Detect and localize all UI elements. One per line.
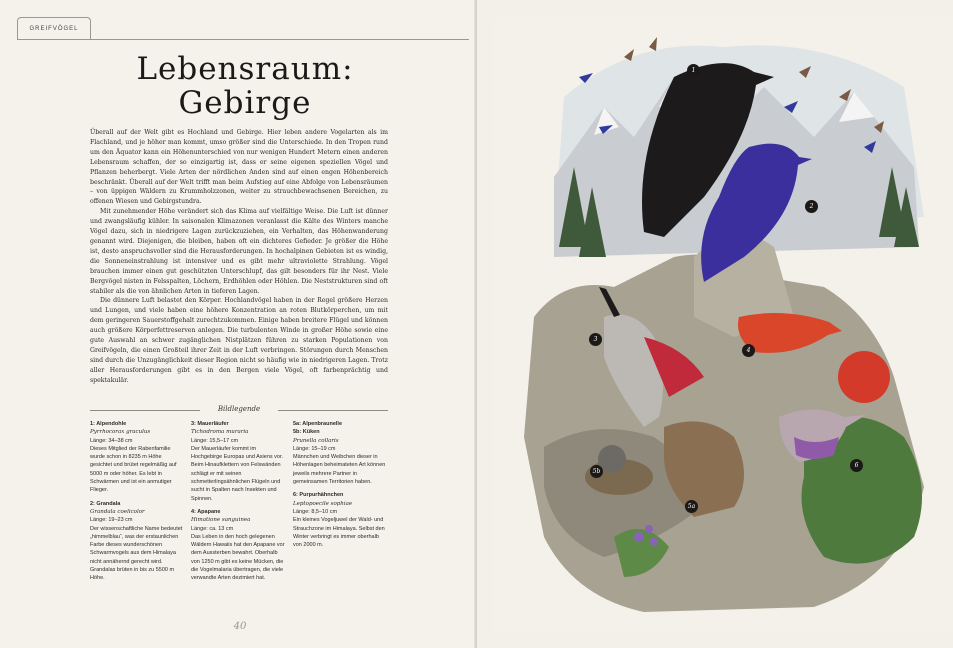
legend-entry	[191, 508, 286, 583]
header-rule	[17, 39, 469, 40]
legend-entry-latin: Prunella collaris	[293, 437, 339, 444]
legend-column-3	[293, 420, 388, 554]
legend-entry-size: Länge: 15,5–17 cm	[191, 437, 239, 444]
legend-entry-size: Länge: 8,5–10 cm	[293, 508, 338, 515]
intro-paragraph-1: Überall auf der Welt gibt es Hochland und Gebirge. Hier leben andere Vogelarten als im Flachland, und je höher man kommt, umso größer sind die Unterschiede. In den Tropen rund um den Äquator kann ein Höhenunterschied von nur wenigen Hundert Metern einen anderen Lebensraum schaffen, der so einzigartig ist, dass er seine eigenen speziellen Vögel und Pflanzen beherbergt. Viele Arten der nördlichen Anden sind auf einen engen Höhenbereich beschränkt. Überall auf der Welt trifft man beim Aufstieg auf eine Abfolge von Lebensräumen – von üppigen Wäldern zu Krummholzzonen, weiter zu strauchbewachsenen Bereichen, zu offenen Wiesen und Gebirgstundra.	[90, 129, 388, 206]
legend-entry-name: 2: Grandala	[90, 500, 121, 507]
legend-entry-text: Dieses Mitglied der Rabenfamilie wurde schon in 8235 m Höhe gesichtet und brütet regelmäßig auf 5000 m oder höher. Es lebt in Schwärmen und ist ein anmutiger Flieger.	[90, 445, 177, 494]
legend-entry	[90, 420, 185, 495]
legend-entry-name: 6: Purpurhähnchen	[293, 492, 344, 499]
legend-rule-left	[90, 410, 200, 411]
legend-entry-text: Ein kleines Vogeljuwel der Wald- und Strauchzone im Himalaya. Selbst den Winter verbringt es immer oberhalb von 2000 m.	[293, 517, 385, 549]
legend-entry-name: 5a: Alpenbraunelle 5b: Küken	[293, 421, 343, 436]
intro-paragraph-3: Die dünnere Luft belastet den Körper. Hochlandvögel haben in der Regel größere Herzen und Lungen, und viele haben eine höhere Konzentration an roten Blutkörperchen, um mit dem geringeren Sauerstoffgehalt zurechtzukommen. Einige haben breitere Flügel und können auch größere Körperfettreserven anlegen. Die turbulenten Winde in großer Höhe sowie eine gute Auswahl an schwer zugänglichen Nistplätzen führen zu starken Populationen von Greifvögeln, die einen Großteil ihrer Zeit in der Luft verbringen. Störungen durch Menschen sind durch die Unzugänglichkeit dieser Region nicht so häufig wie in niedrigeren Lagen. Trotz aller Herausforderungen gibt es in den Bergen viele Vögel, oft farbenprächtig und spektakulär.	[90, 297, 388, 384]
legend-entry-name: 1: Alpendohle	[90, 421, 127, 427]
legend-entry-name: 4: Apapane	[191, 508, 221, 515]
callout-badge-2: 2	[805, 200, 818, 213]
page-number: 40	[233, 621, 247, 632]
callout-badge-5a: 5a	[685, 500, 698, 513]
legend-entry	[90, 500, 185, 583]
intro-text	[90, 128, 388, 386]
legend-entry-text: Der wissenschaftliche Name bedeutet „himmelblau“, was der erstaunlichen Farbe dieses wunderschönen Schwarmvogels aus dem Himalaya nicht annähernd gerecht wird. Grandalas brüten in bis zu 5500 m Höhe.	[90, 525, 183, 582]
callout-badge-1: 1	[687, 64, 700, 77]
legend-entry-text: Männchen und Weibchen dieser in Höhenlagen beheimateten Art können jeweils mehrere Partner in gemeinsamen Territorien haben.	[293, 454, 386, 486]
mountain-birds-illustration	[494, 17, 953, 632]
legend-column-2	[191, 420, 286, 588]
callout-badge-3: 3	[589, 333, 602, 346]
callout-badge-6: 6	[850, 459, 863, 472]
legend-entry-latin: Himatione sanguinea	[191, 517, 251, 524]
legend-heading-label: Bildlegende	[217, 405, 261, 413]
legend-rule-right	[278, 410, 388, 411]
title-line-2: Gebirge	[178, 85, 312, 121]
flowers	[634, 532, 644, 542]
legend-entry-latin: Tichodroma muraria	[191, 429, 249, 436]
legend-entry-size: Länge: 15–19 cm	[293, 445, 336, 452]
legend-entry-size: Länge: ca. 13 cm	[191, 525, 234, 532]
legend-column-1	[90, 420, 185, 588]
callout-badge-4: 4	[742, 344, 755, 357]
legend-entry	[293, 420, 388, 486]
legend-heading	[90, 405, 388, 415]
legend-entry-latin: Leptopoecile sophiae	[293, 500, 353, 507]
legend-entry-size: Länge: 19–23 cm	[90, 517, 133, 524]
left-page	[0, 0, 476, 648]
legend-entry	[191, 420, 286, 503]
section-tab: GREIFVÖGEL	[17, 17, 91, 40]
intro-paragraph-2: Mit zunehmender Höhe verändert sich das Klima auf vielfältige Weise. Die Luft ist dünner und zwangsläufig kühler. In saisonalen Klimazonen veranlasst die Kälte des Winters manche Vögel dazu, sich in niedrigere Lagen zurückzuziehen, ein Verhalten, das Höhenwanderung genannt wird. Diejenigen, die bleiben, haben oft ein dichteres Gefieder. Je größer die Höhe ist, desto anspruchsvoller sind die Herausforderungen. In hochalpinen Gebieten ist es windig, die Sonneneinstrahlung ist intensiver und es gibt mehr ultraviolette Strahlung. Vögel brauchen immer einen gut geschützten Unterschlupf, das gilt besonders für ihr Nest. Viele Bergvögel nisten in Felsspalten, Löchern, Erdhöhlen oder Höhlen. Die Neststrukturen sind oft stabiler als die von ähnlichen Arten in tieferen Lagen.	[90, 208, 388, 295]
legend-entry-latin: Grandala coelicolor	[90, 508, 145, 515]
legend-entry	[293, 491, 388, 549]
legend-entry-name: 3: Mauerläufer	[191, 421, 229, 427]
legend-entry-latin: Pyrrhocorax graculus	[90, 429, 151, 436]
callout-badge-5b: 5b	[590, 465, 603, 478]
illustration-artwork	[494, 17, 953, 632]
legend-entry-text: Das Leben in den hoch gelegenen Wäldern Hawaiis hat den Apapane vor dem Aussterben bewahrt. Oberhalb von 1250 m gibt es keine Mücken, die die Vogelmalaria übertragen, die viele verwandte Arten dezimiert hat.	[191, 533, 285, 582]
title-line-1: Lebensraum:	[136, 51, 354, 87]
page-title	[90, 52, 400, 120]
legend-entry-size: Länge: 34–38 cm	[90, 437, 133, 444]
right-page	[477, 0, 953, 648]
legend-entry-text: Der Mauerläufer kommt im Hochgebirge Europas und Asiens vor. Beim Hinaufklettern von Felswänden schlägt er mit seinen schmetterlingsähnlichen Flügeln und sucht in Spalten nach Insekten und Spinnen.	[191, 445, 284, 502]
